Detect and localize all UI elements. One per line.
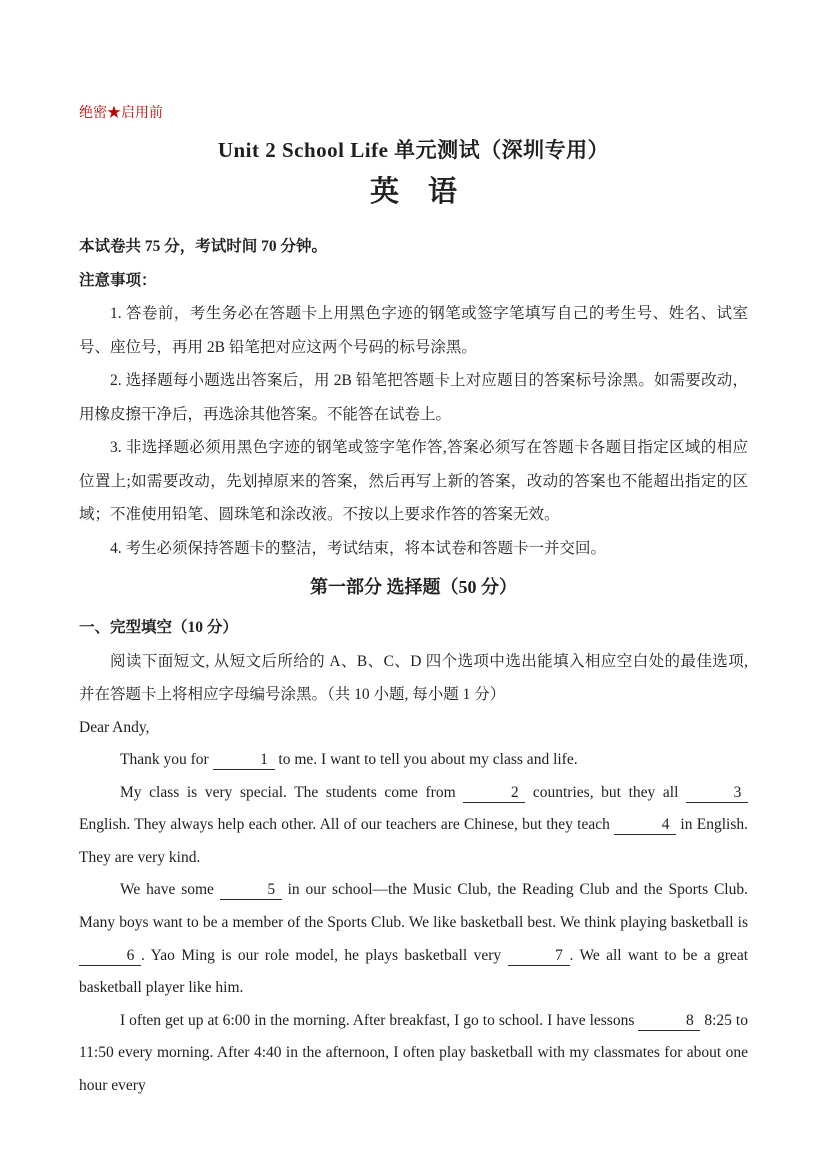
note-item-2: 2. 选择题每小题选出答案后，用 2B 铅笔把答题卡上对应题目的答案标号涂黑。如需要改动，用橡皮擦干净后，再选涂其他答案。不能答在试卷上。: [79, 372, 748, 423]
cloze-text: to me. I want to tell you about my class and life.: [274, 751, 578, 769]
part1-heading: 第一部分 选择题（50 分）: [310, 577, 517, 597]
cloze-blank-1: 1: [213, 751, 275, 770]
cloze-paragraph: [79, 874, 748, 1004]
cloze-text: countries, but they all: [525, 783, 686, 801]
cloze-text: English. They always help each other. All of our teachers are Chinese, but they teach: [79, 816, 615, 834]
cloze-text: We have some: [120, 881, 220, 899]
cloze-text: . Yao Ming is our role model, he plays basketball very: [141, 946, 508, 964]
cloze-paragraph: [79, 777, 748, 875]
cloze-text: My class is very special. The students come from: [120, 783, 464, 801]
cloze-blank-8: 8: [638, 1012, 700, 1031]
exam-title: Unit 2 School Life 单元测试（深圳专用）: [217, 138, 610, 162]
cloze-text: 8:25 to 11:50 every morning. After 4:40 in the afternoon, I often play basketball with my classmates for about one hour every: [79, 1011, 748, 1095]
note-item-3: 3. 非选择题必须用黑色字迹的钢笔或签字笔作答,答案必须写在答题卡各题目指定区域的相应位置上;如需要改动，先划掉原来的答案，然后再写上新的答案，改动的答案也不能超出指定的区域；不准使用铅笔、圆珠笔和涂改液。不按以上要求作答的答案无效。: [79, 439, 748, 523]
cloze-blank-2: 2: [463, 784, 525, 803]
section1-instructions: 阅读下面短文, 从短文后所给的 A、B、C、D 四个选项中选出能填入相应空白处的最佳选项, 并在答题卡上将相应字母编号涂黑。（共 10 小题, 每小题 1 分）: [79, 652, 748, 703]
exam-summary: 本试卷共 75 分，考试时间 70 分钟。: [79, 238, 328, 255]
cloze-paragraph: [79, 1005, 748, 1103]
notes-heading: 注意事项：: [79, 271, 157, 289]
cloze-text: . We all want to be a great basketball player like him.: [79, 946, 749, 997]
cloze-salutation: Dear Andy,: [79, 718, 150, 736]
cloze-passage: [79, 712, 748, 1103]
cloze-text: I often get up at 6:00 in the morning. After breakfast, I go to school. I have lessons: [120, 1011, 639, 1029]
cloze-blank-6: 6: [79, 947, 141, 966]
cloze-blank-5: 5: [220, 881, 282, 900]
cloze-text: in English. They are very kind.: [79, 816, 748, 866]
cloze-blank-4: 4: [614, 816, 676, 835]
note-item-1: 1. 答卷前，考生务必在答题卡上用黑色字迹的钢笔或签字笔填写自己的考生号、姓名、试室号、座位号，再用 2B 铅笔把对应这两个号码的标号涂黑。: [79, 305, 748, 356]
exam-body: [79, 230, 748, 1103]
secrecy-label: 绝密★启用前: [79, 106, 163, 121]
cloze-blank-3: 3: [686, 784, 748, 803]
cloze-text: in our school—the Music Club, the Reading Club and the Sports Club. Many boys want to be a member of the Sports Club. We like basketball best. We think playing basketball is: [79, 881, 748, 932]
note-item-4: 4. 考生必须保持答题卡的整洁，考试结束，将本试卷和答题卡一并交回。: [110, 539, 607, 557]
section1-heading: 一、完型填空（10 分）: [79, 619, 238, 636]
subject-title: 英 语: [369, 176, 457, 208]
cloze-text: Thank you for: [120, 751, 213, 769]
cloze-paragraph: [79, 744, 748, 777]
cloze-blank-7: 7: [508, 947, 570, 966]
